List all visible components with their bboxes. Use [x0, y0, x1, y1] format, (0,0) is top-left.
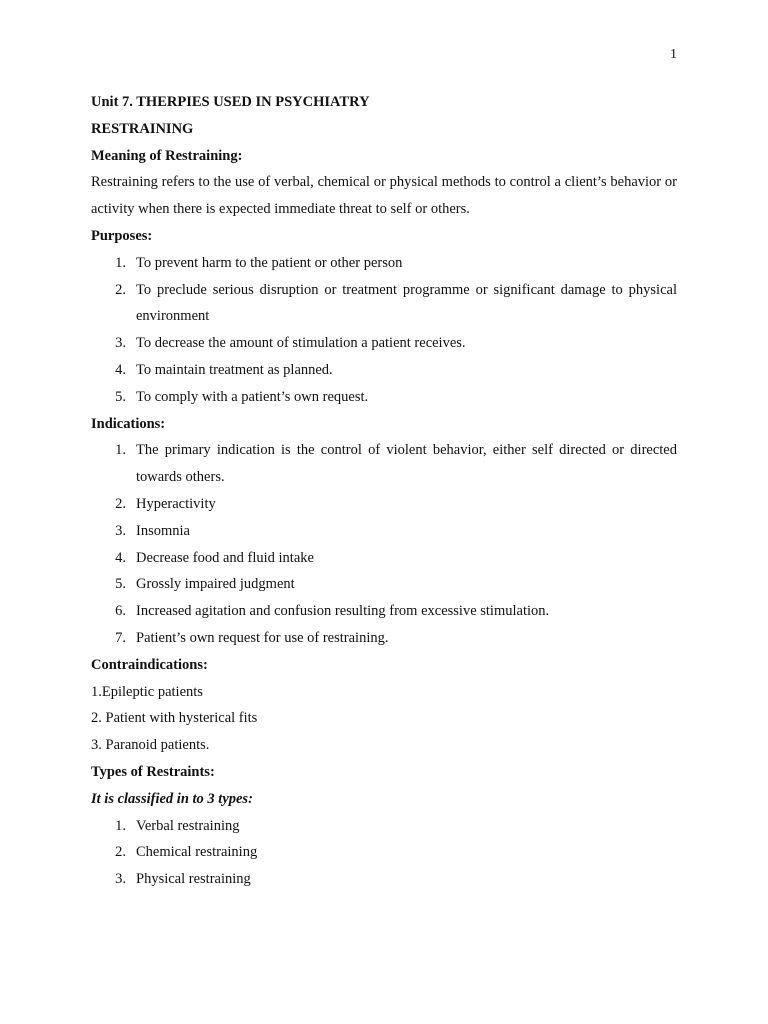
list-item: [91, 545, 677, 572]
indications-heading: Indications:: [91, 415, 166, 432]
list-text: Verbal restraining: [136, 817, 240, 834]
contraindications-heading: Contraindications:: [91, 656, 208, 673]
list-text: Grossly impaired judgment: [136, 576, 295, 593]
list-number: 2.: [115, 495, 126, 512]
list-text: Decrease food and fluid intake: [136, 549, 314, 566]
meaning-text: Restraining refers to the use of verbal, chemical or physical methods to control a client’s behavior or activity when there is expected immediate threat to self or others.: [91, 174, 677, 218]
list-text: To comply with a patient’s own request.: [136, 388, 369, 405]
list-number: 3.: [115, 335, 126, 352]
list-item: [91, 518, 677, 545]
list-text: To preclude serious disruption or treatment programme or significant damage to physical environment: [136, 281, 677, 325]
list-number: 4.: [115, 361, 126, 378]
list-item: [91, 277, 677, 331]
list-item: [91, 598, 677, 625]
list-item: [91, 571, 677, 598]
contraindication-item: 2. Patient with hysterical fits: [91, 710, 258, 727]
types-list: [91, 813, 677, 893]
list-item: [91, 437, 677, 491]
list-number: 2.: [115, 281, 126, 298]
meaning-heading: Meaning of Restraining:: [91, 147, 243, 164]
purposes-heading: Purposes:: [91, 227, 153, 244]
section-title: RESTRAINING: [91, 120, 194, 137]
list-item: [91, 250, 677, 277]
list-number: 3.: [115, 522, 126, 539]
list-number: 3.: [115, 871, 126, 888]
list-text: To decrease the amount of stimulation a patient receives.: [136, 335, 466, 352]
list-item: [91, 384, 677, 411]
types-heading: Types of Restraints:: [91, 763, 215, 780]
list-text: Insomnia: [136, 522, 190, 539]
list-item: [91, 330, 677, 357]
contraindication-item: 3. Paranoid patients.: [91, 737, 210, 754]
list-text: Increased agitation and confusion resulting from excessive stimulation.: [136, 603, 550, 620]
list-item: [91, 866, 677, 893]
document-body: [91, 89, 677, 893]
list-text: Patient’s own request for use of restraining.: [136, 629, 389, 646]
purposes-list: [91, 250, 677, 411]
contraindication-item: 1.Epileptic patients: [91, 683, 203, 700]
indications-list: [91, 437, 677, 651]
list-text: To maintain treatment as planned.: [136, 361, 333, 378]
list-number: 1.: [115, 817, 126, 834]
list-item: [91, 839, 677, 866]
list-number: 5.: [115, 576, 126, 593]
list-number: 6.: [115, 603, 126, 620]
list-item: [91, 625, 677, 652]
unit-title: Unit 7. THERPIES USED IN PSYCHIATRY: [91, 94, 370, 110]
list-number: 4.: [115, 549, 126, 566]
list-number: 1.: [115, 442, 126, 459]
list-item: [91, 491, 677, 518]
list-text: Chemical restraining: [136, 844, 258, 861]
types-subheading: It is classified in to 3 types:: [91, 790, 253, 807]
list-item: [91, 357, 677, 384]
list-number: 1.: [115, 254, 126, 271]
page-number: 1: [670, 47, 677, 62]
list-number: 7.: [115, 629, 126, 646]
list-text: Hyperactivity: [136, 495, 216, 512]
list-text: To prevent harm to the patient or other person: [136, 254, 403, 271]
list-text: The primary indication is the control of violent behavior, either self directed or directed towards others.: [136, 442, 677, 486]
list-text: Physical restraining: [136, 871, 251, 888]
list-number: 5.: [115, 388, 126, 405]
list-item: [91, 813, 677, 840]
list-number: 2.: [115, 844, 126, 861]
